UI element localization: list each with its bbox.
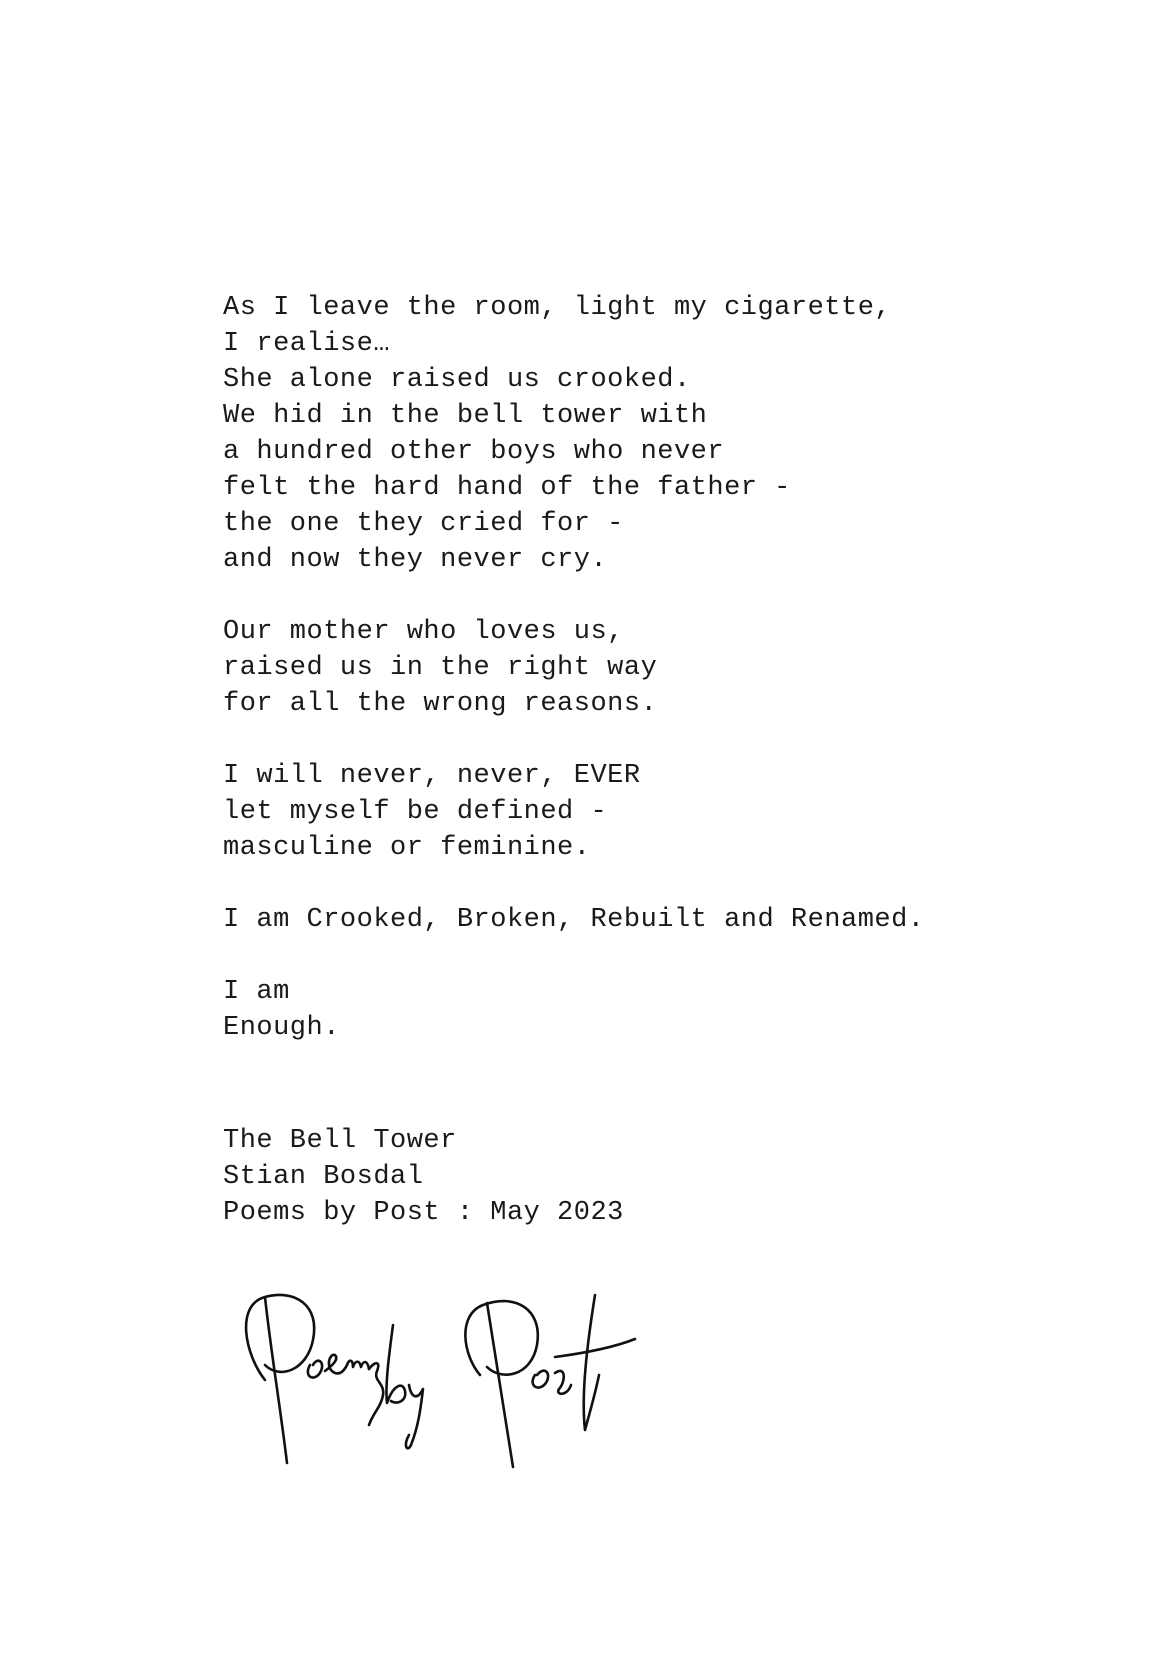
poem-line: let myself be defined - xyxy=(223,797,608,827)
publication-line: Poems by Post : May 2023 xyxy=(223,1198,624,1228)
poem-line: a hundred other boys who never xyxy=(223,437,725,467)
poems-by-post-signature-logo xyxy=(225,1285,665,1475)
poem-credits xyxy=(223,1123,624,1231)
poem-line: As I leave the room, light my cigarette, xyxy=(223,293,892,323)
poem-line: Our mother who loves us, xyxy=(223,617,624,647)
stanza-5 xyxy=(223,974,1123,1046)
poem-line: felt the hard hand of the father - xyxy=(223,473,791,503)
poem-line: masculine or feminine. xyxy=(223,833,591,863)
signature-script-icon xyxy=(225,1285,665,1475)
poem-line: I am Crooked, Broken, Rebuilt and Renamed. xyxy=(223,905,925,935)
poem-line: for all the wrong reasons. xyxy=(223,689,658,719)
poem-line: I am xyxy=(223,977,290,1007)
poem-line: raised us in the right way xyxy=(223,653,658,683)
poem-line: She alone raised us crooked. xyxy=(223,365,691,395)
stanza-3 xyxy=(223,758,1123,866)
poem-line: Enough. xyxy=(223,1013,340,1043)
poem-body xyxy=(223,290,1123,1082)
stanza-1 xyxy=(223,290,1123,578)
poem-line: We hid in the bell tower with xyxy=(223,401,708,431)
poem-line: I will never, never, EVER xyxy=(223,761,641,791)
poem-author: Stian Bosdal xyxy=(223,1162,424,1192)
poem-line: the one they cried for - xyxy=(223,509,624,539)
stanza-2 xyxy=(223,614,1123,722)
poem-line: and now they never cry. xyxy=(223,545,608,575)
poem-line: I realise… xyxy=(223,329,391,359)
stanza-4 xyxy=(223,902,1123,938)
poem-title: The Bell Tower xyxy=(223,1126,457,1156)
